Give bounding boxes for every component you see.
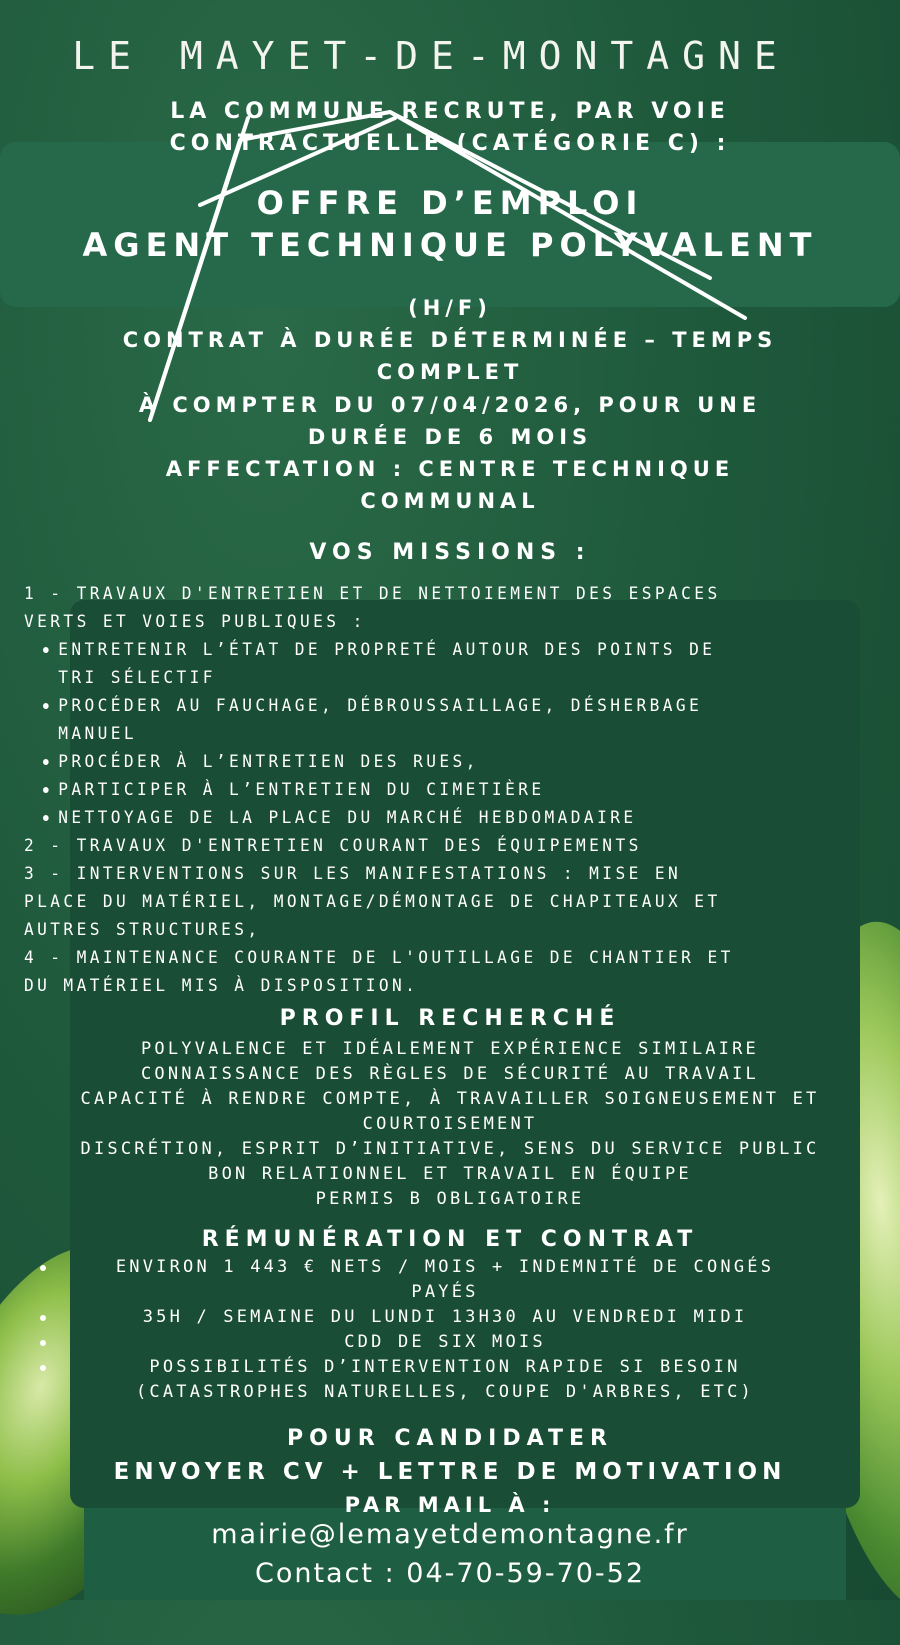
mission-1-line-2: VERTS ET VOIES PUBLIQUES : (24, 612, 366, 632)
mission-3-line-3: AUTRES STRUCTURES, (24, 920, 261, 940)
profile-heading: PROFIL RECHERCHÉ (279, 1006, 621, 1031)
start-line-1: À COMPTER DU 07/04/2026, POUR UNE (138, 393, 762, 417)
mission-4-line-2: DU MATÉRIEL MIS À DISPOSITION. (24, 976, 419, 996)
profile-line: CAPACITÉ À RENDRE COMPTE, À TRAVAILLER SOIGNEUSEMENT ET (80, 1089, 820, 1109)
assignment-line-2: COMMUNAL (360, 489, 540, 513)
list-item: 35H / SEMAINE DU LUNDI 13H30 AU VENDREDI MIDI (30, 1305, 860, 1330)
mission-3-line-2: PLACE DU MATÉRIEL, MONTAGE/DÉMONTAGE DE CHAPITEAUX ET (24, 892, 721, 912)
town-name: LE MAYET-DE-MONTAGNE (72, 34, 790, 78)
intro-line-2: CONTRACTUELLE (CATÉGORIE C) : (169, 131, 731, 156)
profile-line: COURTOISEMENT (362, 1114, 538, 1134)
contact-phone: Contact : 04-70-59-70-52 (254, 1558, 646, 1589)
profile-line: POLYVALENCE ET IDÉALEMENT EXPÉRIENCE SIMILAIRE (140, 1039, 759, 1059)
profile-line: PERMIS B OBLIGATOIRE (315, 1189, 585, 1209)
profile-line: DISCRÉTION, ESPRIT D’INITIATIVE, SENS DU SERVICE PUBLIC (80, 1139, 820, 1159)
apply-line-2: PAR MAIL À : (344, 1493, 556, 1517)
job-title: AGENT TECHNIQUE POLYVALENT (82, 226, 818, 264)
list-item: PROCÉDER À L’ENTRETIEN DES RUES, (41, 748, 860, 776)
list-item: CDD DE SIX MOIS (30, 1330, 860, 1355)
list-item: POSSIBILITÉS D’INTERVENTION RAPIDE SI BESOIN (CATASTROPHES NATURELLES, COUPE D'ARBRES, ETC) (30, 1355, 860, 1405)
start-line-2: DURÉE DE 6 MOIS (307, 425, 593, 449)
missions-heading: VOS MISSIONS : (309, 540, 591, 565)
mission-1-line-1: 1 - TRAVAUX D'ENTRETIEN ET DE NETTOIEMENT DES ESPACES (24, 584, 721, 604)
intro-line-1: LA COMMUNE RECRUTE, PAR VOIE (170, 99, 730, 124)
gender-note: (H/F) (408, 296, 492, 320)
list-item: PARTICIPER À L’ENTRETIEN DU CIMETIÈRE (41, 776, 860, 804)
list-item: NETTOYAGE DE LA PLACE DU MARCHÉ HEBDOMADAIRE (41, 804, 860, 832)
apply-line-1: ENVOYER CV + LETTRE DE MOTIVATION (113, 1459, 787, 1485)
assignment-line-1: AFFECTATION : CENTRE TECHNIQUE (165, 457, 735, 481)
scribble-stroke (150, 112, 745, 420)
email-link[interactable]: mairie@lemayetdemontagne.fr (211, 1519, 689, 1550)
mission-3-line-1: 3 - INTERVENTIONS SUR LES MANIFESTATIONS : MISE EN (24, 864, 682, 884)
list-item: PROCÉDER AU FAUCHAGE, DÉBROUSSAILLAGE, DÉSHERBAGE MANUEL (41, 692, 860, 748)
apply-heading: POUR CANDIDATER (287, 1426, 613, 1451)
list-item: ENTRETENIR L’ÉTAT DE PROPRETÉ AUTOUR DES POINTS DE TRI SÉLECTIF (41, 636, 860, 692)
contract-line-1: CONTRAT À DURÉE DÉTERMINÉE – TEMPS (122, 328, 778, 352)
contract-line-2: COMPLET (376, 360, 524, 384)
offer-title: OFFRE D’EMPLOI (256, 184, 644, 222)
mission-4-line-1: 4 - MAINTENANCE COURANTE DE L'OUTILLAGE DE CHANTIER ET (24, 948, 734, 968)
remuneration-heading: RÉMUNÉRATION ET CONTRAT (201, 1227, 699, 1252)
profile-line: CONNAISSANCE DES RÈGLES DE SÉCURITÉ AU TRAVAIL (140, 1064, 759, 1084)
list-item: ENVIRON 1 443 € NETS / MOIS + INDEMNITÉ DE CONGÉS PAYÉS (30, 1255, 860, 1305)
mission-2: 2 - TRAVAUX D'ENTRETIEN COURANT DES ÉQUIPEMENTS (24, 836, 642, 856)
scribble-stroke (390, 112, 710, 278)
profile-line: BON RELATIONNEL ET TRAVAIL EN ÉQUIPE (208, 1164, 692, 1184)
